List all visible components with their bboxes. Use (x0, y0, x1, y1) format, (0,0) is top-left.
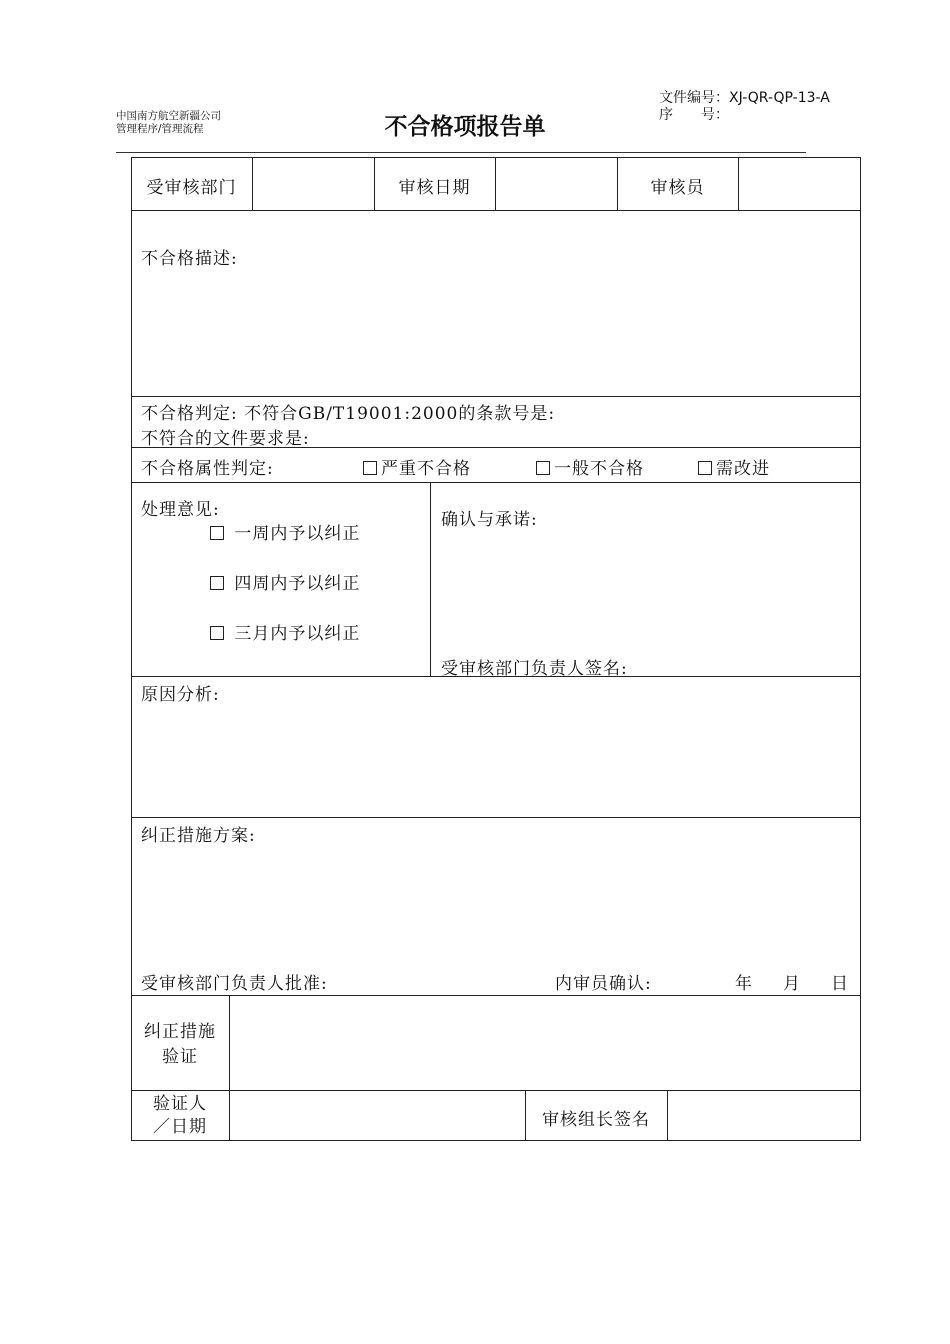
verification-field[interactable] (230, 996, 859, 1089)
auditor-label: 审核员 (650, 178, 705, 198)
option-major-nonconformity[interactable] (363, 454, 471, 479)
audit-leader-signature-field[interactable] (668, 1091, 859, 1139)
verifier-date-label (131, 1093, 229, 1139)
cause-analysis-label: 原因分析: (141, 685, 220, 705)
verification-label-line-1: 纠正措施 (144, 1022, 216, 1042)
row-divider (131, 817, 861, 818)
audit-date-label: 审核日期 (398, 178, 471, 198)
checkbox-icon[interactable] (210, 626, 224, 640)
header-rule (116, 152, 806, 153)
company-line-1: 中国南方航空新疆公司 (116, 110, 221, 122)
checkbox-icon[interactable] (210, 526, 224, 540)
document-number: 文件编号：XJ-QR-QP-13-A (659, 90, 830, 106)
option-label: 一周内予以纠正 (234, 524, 361, 544)
attribute-label: 不合格属性判定: (141, 459, 274, 479)
description-label: 不合格描述: (141, 249, 238, 269)
option-one-week[interactable] (210, 519, 360, 544)
internal-auditor-confirm-label: 内审员确认: (555, 974, 652, 994)
audited-dept-label: 受审核部门 (146, 178, 237, 198)
form-title: 不合格项报告单 (384, 114, 546, 140)
table-border-right (860, 157, 861, 1141)
cause-analysis-field[interactable] (132, 705, 859, 815)
option-three-months[interactable] (210, 619, 360, 644)
option-minor-nonconformity[interactable] (536, 454, 644, 479)
verification-label-line-2: 验证 (162, 1047, 198, 1067)
verifier-date-field[interactable] (230, 1091, 524, 1139)
dept-head-approval-label: 受审核部门负责人批准: (141, 974, 328, 994)
description-field[interactable] (132, 270, 859, 394)
checkbox-icon[interactable] (363, 461, 377, 475)
year-label: 年 (735, 974, 753, 994)
judgment-doc-requirement-label: 不符合的文件要求是: (141, 429, 310, 449)
option-needs-improvement[interactable] (698, 454, 770, 479)
verification-label (131, 1020, 229, 1070)
option-label: 一般不合格 (554, 459, 644, 479)
company-line-2: 管理程序/管理流程 (116, 123, 204, 135)
confirm-label: 确认与承诺: (441, 510, 538, 530)
col-divider (430, 482, 431, 676)
option-label: 三月内予以纠正 (234, 624, 361, 644)
checkbox-icon[interactable] (698, 461, 712, 475)
document-meta (659, 90, 830, 124)
table-border-bottom (131, 1140, 861, 1141)
corrective-plan-field[interactable] (132, 846, 859, 962)
row-divider (131, 482, 861, 483)
day-label: 日 (831, 974, 849, 994)
checkbox-icon[interactable] (536, 461, 550, 475)
verifier-label-line-1: 验证人 (153, 1094, 207, 1114)
month-label: 月 (783, 974, 801, 994)
corrective-plan-label: 纠正措施方案: (141, 826, 256, 846)
handling-label: 处理意见: (141, 500, 220, 520)
audited-dept-field[interactable] (253, 158, 373, 209)
audit-leader-signature-label: 审核组长签名 (542, 1110, 650, 1130)
row-divider (131, 210, 861, 211)
option-label: 四周内予以纠正 (234, 574, 361, 594)
dept-head-signature-label: 受审核部门负责人签名: (441, 659, 628, 679)
serial-number: 序 号： (659, 107, 729, 123)
checkbox-icon[interactable] (210, 576, 224, 590)
option-label: 严重不合格 (381, 459, 471, 479)
option-label: 需改进 (716, 459, 770, 479)
auditor-field[interactable] (739, 158, 859, 209)
audit-date-field[interactable] (496, 158, 616, 209)
verifier-label-line-2: ／日期 (153, 1117, 207, 1137)
judgment-clause-label: 不合格判定: 不符合GB/T19001:2000的条款号是: (141, 404, 556, 424)
option-four-weeks[interactable] (210, 569, 360, 594)
row-divider (131, 396, 861, 397)
